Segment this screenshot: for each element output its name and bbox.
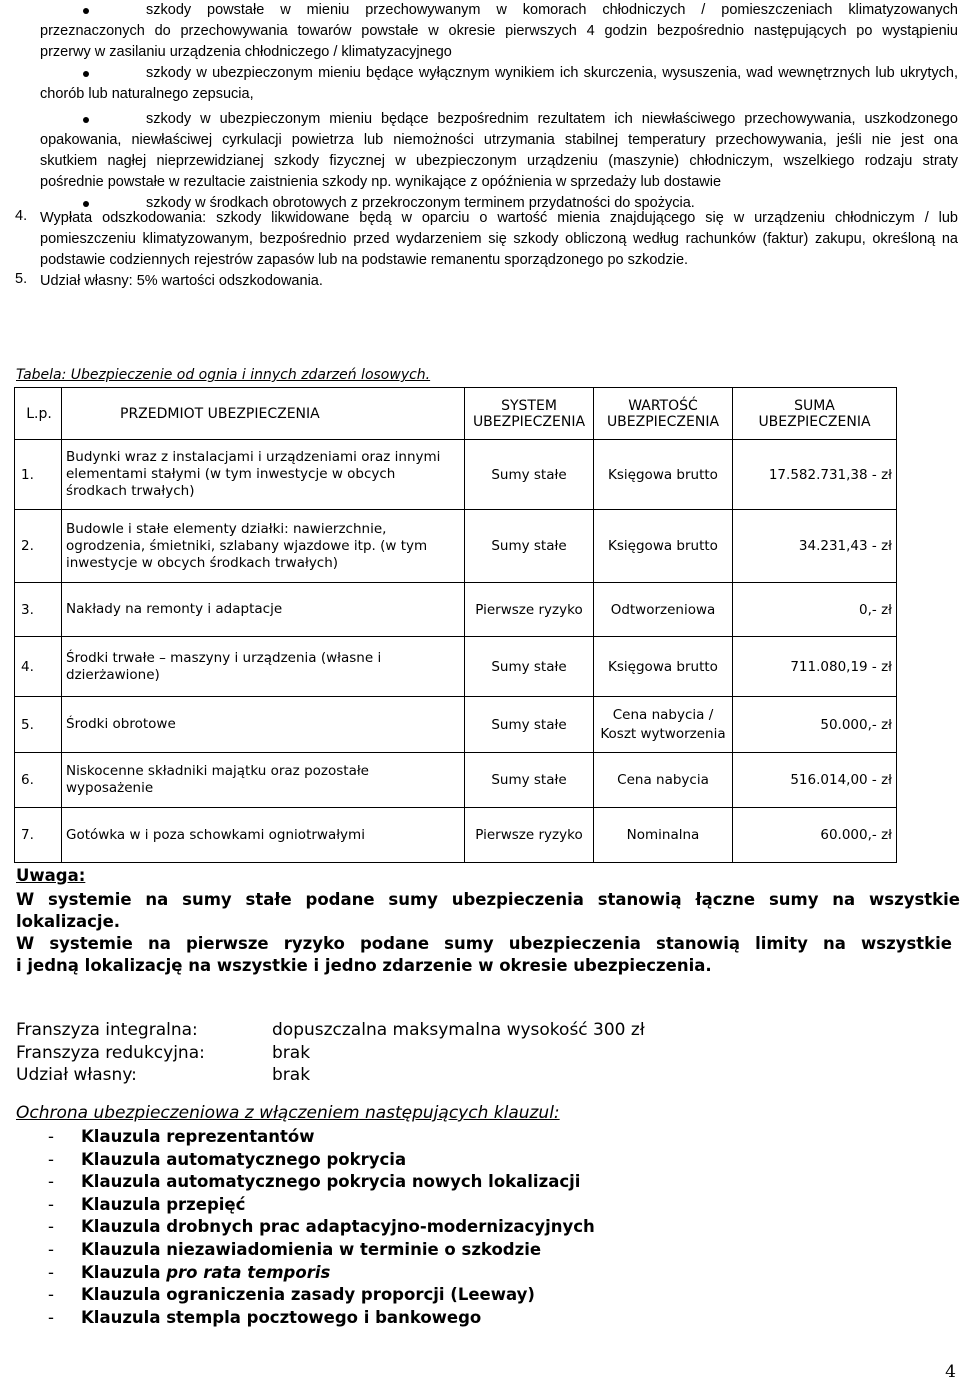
franchise-label: Franszyza integralna: (16, 1020, 198, 1040)
page-number: 4 (945, 1362, 956, 1382)
list-item (48, 1194, 595, 1217)
dash-marker: - (48, 1149, 54, 1169)
cell-system: Sumy stałe (465, 637, 594, 697)
dash-marker: - (48, 1262, 54, 1282)
text-line: szkody w środkach obrotowych z przekroczonym terminem przydatności do spożycia. (146, 195, 695, 211)
list-item (48, 1307, 595, 1330)
text-line: pośrednie powstałe w rezultacie zaistnienia szkody np. wynikające z opóźnienia w sprzedaży lub dostawie (40, 174, 722, 190)
list-item (48, 1284, 595, 1307)
cell-lp: 7. (15, 808, 62, 863)
cell-value: Księgowa brutto (594, 440, 733, 510)
clause-text: Klauzula niezawiadomienia w terminie o szkodzie (81, 1239, 542, 1259)
table-row (15, 583, 897, 637)
cell-system: Pierwsze ryzyko (465, 808, 594, 863)
clause-text: Klauzula reprezentantów (81, 1127, 315, 1146)
cell-system: Sumy stałe (465, 753, 594, 808)
text-line: szkody w ubezpieczonym mieniu będące wyłącznym wynikiem ich skurczenia, wysuszenia, wad wewnętrznych lub ukrytych, (146, 65, 958, 81)
dash-marker: - (48, 1217, 54, 1237)
clause-text: Klauzula stempla pocztowego i bankowego (81, 1307, 482, 1327)
cell-subject: Budynki wraz z instalacjami i urządzeniami oraz innymi elementami stałymi (w tym inwestycje w obcych środkach trwałych) (62, 440, 465, 510)
exclusions-list (40, 0, 958, 214)
text-line: chorób lub naturalnego zepsucia, (40, 86, 254, 102)
cell-subject: Środki trwałe – maszyny i urządzenia (własne i dzierżawione) (62, 637, 465, 697)
header-system: SYSTEM UBEZPIECZENIA (465, 388, 594, 440)
list-item (48, 1239, 595, 1262)
clauses-title: Ochrona ubezpieczeniowa z włączeniem następujących klauzul: (16, 1103, 560, 1123)
cell-sum: 34.231,43 - zł (733, 510, 897, 583)
bullet-icon (83, 71, 89, 77)
header-sum: SUMA UBEZPIECZENIA (733, 388, 897, 440)
cell-value: Księgowa brutto (594, 637, 733, 697)
cell-system: Pierwsze ryzyko (465, 583, 594, 637)
remark-title: Uwaga: (16, 866, 86, 885)
cell-sum: 60.000,- zł (733, 808, 897, 863)
bullet-icon (83, 117, 89, 123)
clause-text: Klauzula automatycznego pokrycia nowych lokalizacji (81, 1172, 581, 1192)
header-subject: PRZEDMIOT UBEZPIECZENIA (62, 388, 465, 440)
list-item (48, 1149, 595, 1172)
cell-system: Sumy stałe (465, 440, 594, 510)
bullet-item (40, 63, 958, 84)
text-line: skutkiem nagłej nieprzewidzianej szkody fizycznej w ubezpieczonym urządzeniu (maszynie) chłodniczym, wszelkiego rodzaju straty (40, 153, 958, 169)
list-item (48, 1262, 595, 1285)
cell-lp: 6. (15, 753, 62, 808)
dash-marker: - (48, 1127, 54, 1146)
header-lp: L.p. (15, 388, 62, 440)
clause-italic-text: pro rata temporis (166, 1262, 331, 1282)
table-caption: Tabela: Ubezpieczenie od ognia i innych zdarzeń losowych. (16, 367, 431, 383)
bullet-icon (83, 201, 89, 207)
table-row (15, 753, 897, 808)
cell-value: Nominalna (594, 808, 733, 863)
cell-sum: 0,- zł (733, 583, 897, 637)
cell-lp: 2. (15, 510, 62, 583)
paragraph-number: 5. (15, 271, 28, 287)
table-row (15, 510, 897, 583)
franchise-label: Franszyza redukcyjna: (16, 1043, 205, 1063)
clause-text: Klauzula automatycznego pokrycia (81, 1149, 407, 1169)
cell-system: Sumy stałe (465, 697, 594, 753)
paragraph-number: 4. (15, 208, 28, 224)
list-item (48, 1216, 595, 1239)
cell-system: Sumy stałe (465, 510, 594, 583)
text-line: lokalizacje. (16, 912, 121, 931)
text-line: przeznaczonych do przechowywania towarów powstałe w okresie pierwszych 4 godzin bezpośrednio następujących po wystąpieniu (40, 23, 958, 39)
remark-2 (16, 933, 952, 977)
text-line: pomieszczeniu klimatyzowanym, bezpośrednio przed wydarzeniem się szkody obliczoną według rachunków (faktur) zakupu, określoną na (40, 231, 958, 247)
franchise-value: brak (272, 1043, 311, 1063)
dash-marker: - (48, 1285, 54, 1305)
text-line: podstawie codziennych rejestrów zapasów lub na podstawie remanentu sporządzonego po szkodzie. (40, 252, 689, 268)
text-line: W systemie na pierwsze ryzyko podane sumy ubezpieczenia stanowią limity na wszystkie (16, 934, 952, 953)
franchise-value: dopuszczalna maksymalna wysokość 300 zł (272, 1020, 645, 1040)
cell-lp: 5. (15, 697, 62, 753)
table-row (15, 637, 897, 697)
clause-text: Klauzula przepięć (81, 1194, 246, 1214)
cell-subject: Niskocenne składniki majątku oraz pozostałe wyposażenie (62, 753, 465, 808)
franchise-label: Udział własny: (16, 1065, 137, 1085)
cell-value: Odtworzeniowa (594, 583, 733, 637)
clause-text: Klauzula ograniczenia zasady proporcji (Leeway) (81, 1285, 535, 1305)
cell-sum: 516.014,00 - zł (733, 753, 897, 808)
clause-text: Klauzula (81, 1262, 161, 1282)
cell-lp: 3. (15, 583, 62, 637)
text-line: opakowania, niewłaściwej cyrkulacji powietrza lub niemożności utrzymania stabilnej temperatury przechowywania, jeśli nie jest ona (40, 132, 958, 148)
table-row (15, 697, 897, 753)
list-item (48, 1126, 595, 1149)
cell-subject: Gotówka w i poza schowkami ogniotrwałymi (62, 808, 465, 863)
cell-subject: Nakłady na remonty i adaptacje (62, 583, 465, 637)
cell-value: Cena nabycia / Koszt wytworzenia (594, 697, 733, 753)
text-line: i jedną lokalizację na wszystkie i jedno zdarzenie w okresie ubezpieczenia. (16, 956, 712, 975)
text-line: przerwy w zasilaniu urządzenia chłodniczego / klimatyzacyjnego (40, 44, 452, 60)
cell-lp: 4. (15, 637, 62, 697)
cell-sum: 17.582.731,38 - zł (733, 440, 897, 510)
dash-marker: - (48, 1194, 54, 1214)
dash-marker: - (48, 1172, 54, 1192)
clause-text: Klauzula drobnych prac adaptacyjno-modernizacyjnych (81, 1217, 595, 1237)
remark-1 (16, 889, 960, 933)
bullet-item (40, 0, 958, 21)
cell-subject: Budowle i stałe elementy działki: nawierzchnie, ogrodzenia, śmietniki, szlabany wjazdowe itp. (w tym inwestycje w obcych środkach trwałych) (62, 510, 465, 583)
franchise-value: brak (272, 1065, 311, 1085)
text-line: szkody powstałe w mieniu przechowywanym w komorach chłodniczych / pomieszczeniach klimatyzowanych (146, 2, 958, 18)
dash-marker: - (48, 1239, 54, 1259)
paragraph-4 (40, 208, 958, 271)
table-row (15, 440, 897, 510)
text-line: szkody w ubezpieczonym mieniu będące bezpośrednim rezultatem ich niewłaściwego przechowywania, uszkodzonego (146, 111, 958, 127)
cell-subject: Środki obrotowe (62, 697, 465, 753)
text-line: Wypłata odszkodowania: szkody likwidowane będą w oparciu o wartość mienia znajdującego się w urządzeniu chłodniczym / lub (40, 210, 958, 226)
cell-sum: 50.000,- zł (733, 697, 897, 753)
cell-lp: 1. (15, 440, 62, 510)
clauses-list (48, 1126, 595, 1329)
insurance-table (14, 387, 897, 863)
header-value: WARTOŚĆ UBEZPIECZENIA (594, 388, 733, 440)
list-item (48, 1171, 595, 1194)
bullet-icon (83, 8, 89, 14)
text-line: W systemie na sumy stałe podane sumy ubezpieczenia stanowią łączne sumy na wszystkie (16, 890, 960, 909)
paragraph-5: Udział własny: 5% wartości odszkodowania. (40, 273, 323, 289)
cell-value: Księgowa brutto (594, 510, 733, 583)
table-row (15, 808, 897, 863)
bullet-item (40, 109, 958, 130)
cell-sum: 711.080,19 - zł (733, 637, 897, 697)
dash-marker: - (48, 1307, 54, 1327)
table-header-row (15, 388, 897, 440)
cell-value: Cena nabycia (594, 753, 733, 808)
